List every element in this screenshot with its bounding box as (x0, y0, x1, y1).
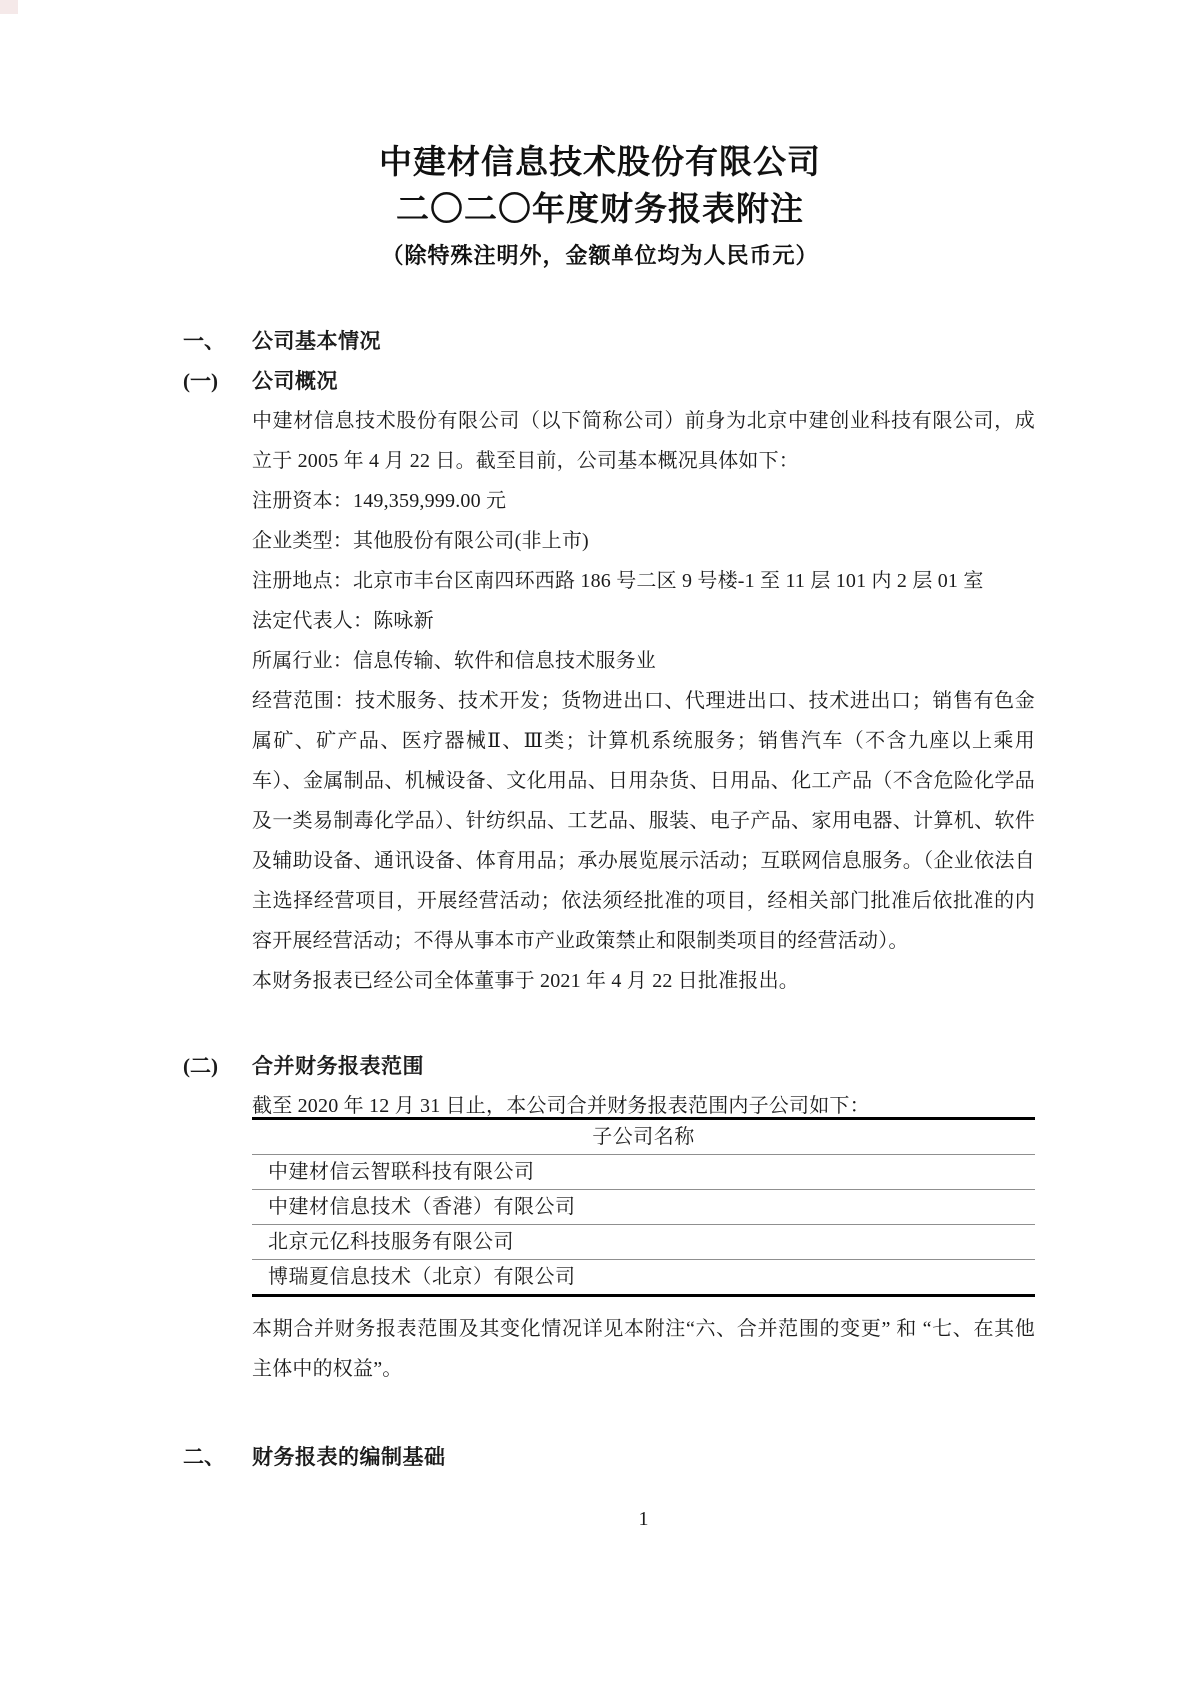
section-1-heading-row (183, 321, 1035, 361)
subsection-1-2-number: (二) (183, 1054, 218, 1078)
paragraph-registered-capital: 注册资本：149,359,999.00 元 (252, 490, 507, 512)
subsection-1-2-heading-row (183, 1046, 1035, 1086)
subsidiaries-table (252, 1117, 1035, 1297)
currency-unit-note: （除特殊注明外，金额单位均为人民币元） (381, 243, 819, 268)
paragraph-industry: 所属行业：信息传输、软件和信息技术服务业 (252, 650, 656, 672)
table-row: 中建材信云智联科技有限公司 (252, 1154, 1035, 1189)
document-title: 二〇二〇年度财务报表附注 (396, 192, 804, 228)
subsection-1-1-number: (一) (183, 369, 218, 393)
paragraph-business-scope: 经营范围：技术服务、技术开发；货物进出口、代理进出口、技术进出口；销售有色金属矿、矿产品、医疗器械Ⅱ、Ⅲ类；计算机系统服务；销售汽车（不含九座以上乘用车）、金属制品、机械设备、文化用品、日用杂货、日用品、化工产品（不含危险化学品及一类易制毒化学品）、针纺织品、工艺品、服装、电子产品、家用电器、计算机、软件及辅助设备、通讯设备、体育用品；承办展览展示活动；互联网信息服务。（企业依法自主选择经营项目，开展经营活动；依法须经批准的项目，经相关部门批准后依批准的内容开展经营活动；不得从事本市产业政策禁止和限制类项目的经营活动）。 (252, 690, 1035, 952)
title-block (0, 0, 1200, 278)
page-number: 1 (638, 1508, 649, 1530)
subsection-1-2-title: 合并财务报表范围 (252, 1054, 424, 1078)
paragraph-report-approval: 本财务报表已经公司全体董事于 2021 年 4 月 22 日批准报出。 (252, 970, 799, 992)
section-1-number: 一、 (183, 329, 225, 353)
paragraph-consolidation-note: 本期合并财务报表范围及其变化情况详见本附注“六、合并范围的变更” 和 “七、在其他主体中的权益”。 (252, 1318, 1035, 1380)
section-2-number: 二、 (183, 1445, 225, 1469)
company-title: 中建材信息技术股份有限公司 (379, 145, 821, 181)
document-content (183, 321, 1035, 1477)
section-2-heading-row (183, 1437, 1035, 1477)
subsidiaries-table-header: 子公司名称 (592, 1126, 695, 1148)
table-row: 中建材信息技术（香港）有限公司 (252, 1189, 1035, 1224)
paragraph-registered-address: 注册地点：北京市丰台区南四环西路 186 号二区 9 号楼-1 至 11 层 101 内 2 层 01 室 (252, 570, 984, 592)
paragraph-enterprise-type: 企业类型：其他股份有限公司(非上市) (252, 530, 589, 552)
section-2-title: 财务报表的编制基础 (252, 1445, 446, 1469)
table-row: 博瑞夏信息技术（北京）有限公司 (252, 1259, 1035, 1294)
section-1-title: 公司基本情况 (252, 329, 381, 353)
paragraph-legal-representative: 法定代表人：陈咏新 (252, 610, 434, 632)
table-row: 北京元亿科技服务有限公司 (252, 1224, 1035, 1259)
subsection-1-1-heading-row (183, 361, 1035, 401)
paragraph-company-history: 中建材信息技术股份有限公司（以下简称公司）前身为北京中建创业科技有限公司，成立于 2005 年 4 月 22 日。截至目前，公司基本概况具体如下： (252, 410, 1035, 472)
paragraph-consolidation-intro: 截至 2020 年 12 月 31 日止，本公司合并财务报表范围内子公司如下： (252, 1095, 870, 1117)
subsection-1-1-title: 公司概况 (252, 369, 338, 393)
scan-artifact-mark (0, 0, 18, 14)
